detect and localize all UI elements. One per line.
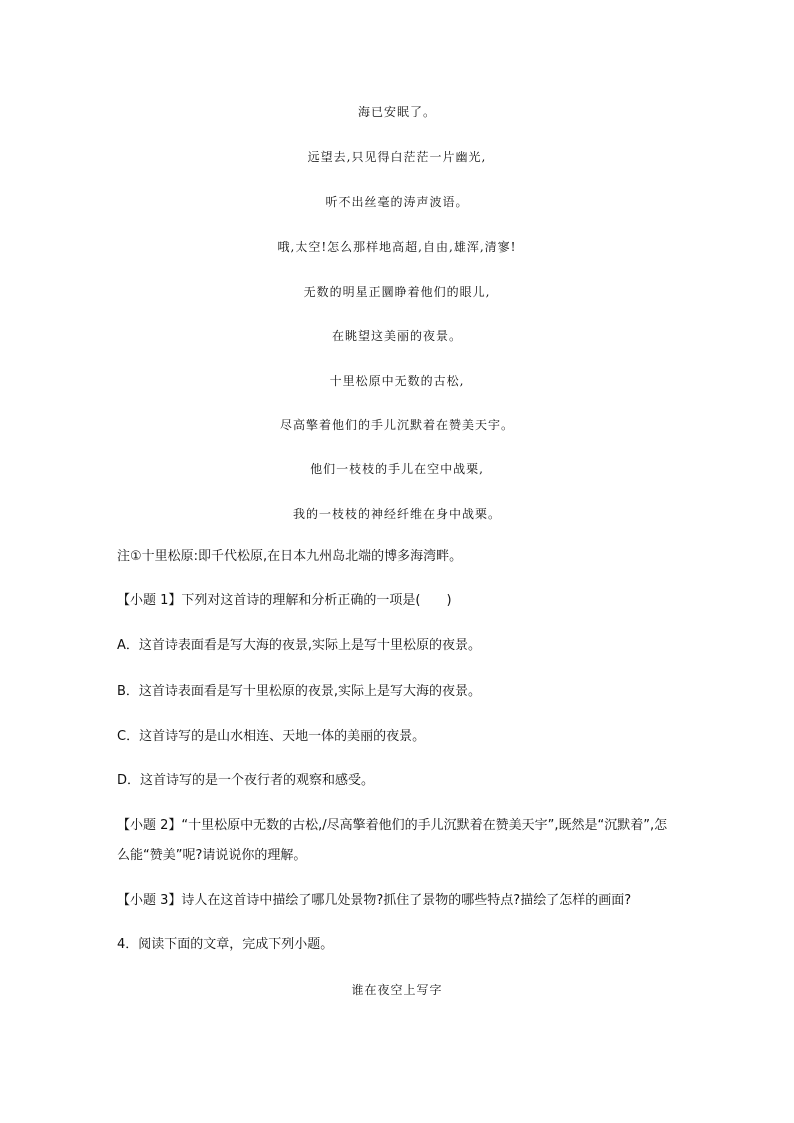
poem-line-6: 在眺望这美丽的夜景。 [331,329,462,343]
poem-line-8: 尽高擎着他们的手儿沉默着在赞美天宇。 [279,418,514,432]
question-1-option-a: A．这首诗表面看是写大海的夜景,实际上是写十里松原的夜景。 [117,638,482,653]
question-1-stem: 【小题 1】下列对这首诗的理解和分析正确的一项是( ) [117,593,452,608]
article-title: 谁在夜空上写字 [351,983,443,997]
section-4-instruction: 4．阅读下面的文章，完成下列小题。 [117,937,334,952]
poem-line-2: 远望去,只见得白茫茫一片幽光, [307,150,487,164]
question-1-option-d: D．这首诗写的是一个夜行者的观察和感受。 [117,773,375,788]
poem-line-9: 他们一枝枝的手儿在空中战栗, [310,462,484,476]
question-3: 【小题 3】诗人在这首诗中描绘了哪几处景物?抓住了景物的哪些特点?描绘了怎样的画面? [117,893,632,908]
poem-footnote: 注①十里松原:即千代松原,在日本九州岛北端的博多海湾畔。 [117,549,463,564]
question-1-option-b: B．这首诗表面看是写十里松原的夜景,实际上是写大海的夜景。 [117,684,482,699]
poem-line-4: 哦,太空!怎么那样地高超,自由,雄浑,清寥! [277,240,517,254]
question-1-option-c: C．这首诗写的是山水相连、天地一体的美丽的夜景。 [117,729,426,744]
poem-line-5: 无数的明星正圜睁着他们的眼儿, [303,285,491,299]
poem-line-7: 十里松原中无数的古松, [329,374,465,388]
poem-line-10: 我的一枝枝的神经纤维在身中战栗。 [292,507,501,521]
poem-line-1: 海已安眠了。 [357,105,436,119]
question-2: 【小题 2】“十里松原中无数的古松,/尽高擎着他们的手儿沉默着在赞美天宇”,既然是“沉默着”,怎么能“赞美”呢?请说说你的理解。 [117,818,668,863]
poem-line-3: 听不出丝毫的涛声波语。 [325,195,469,209]
